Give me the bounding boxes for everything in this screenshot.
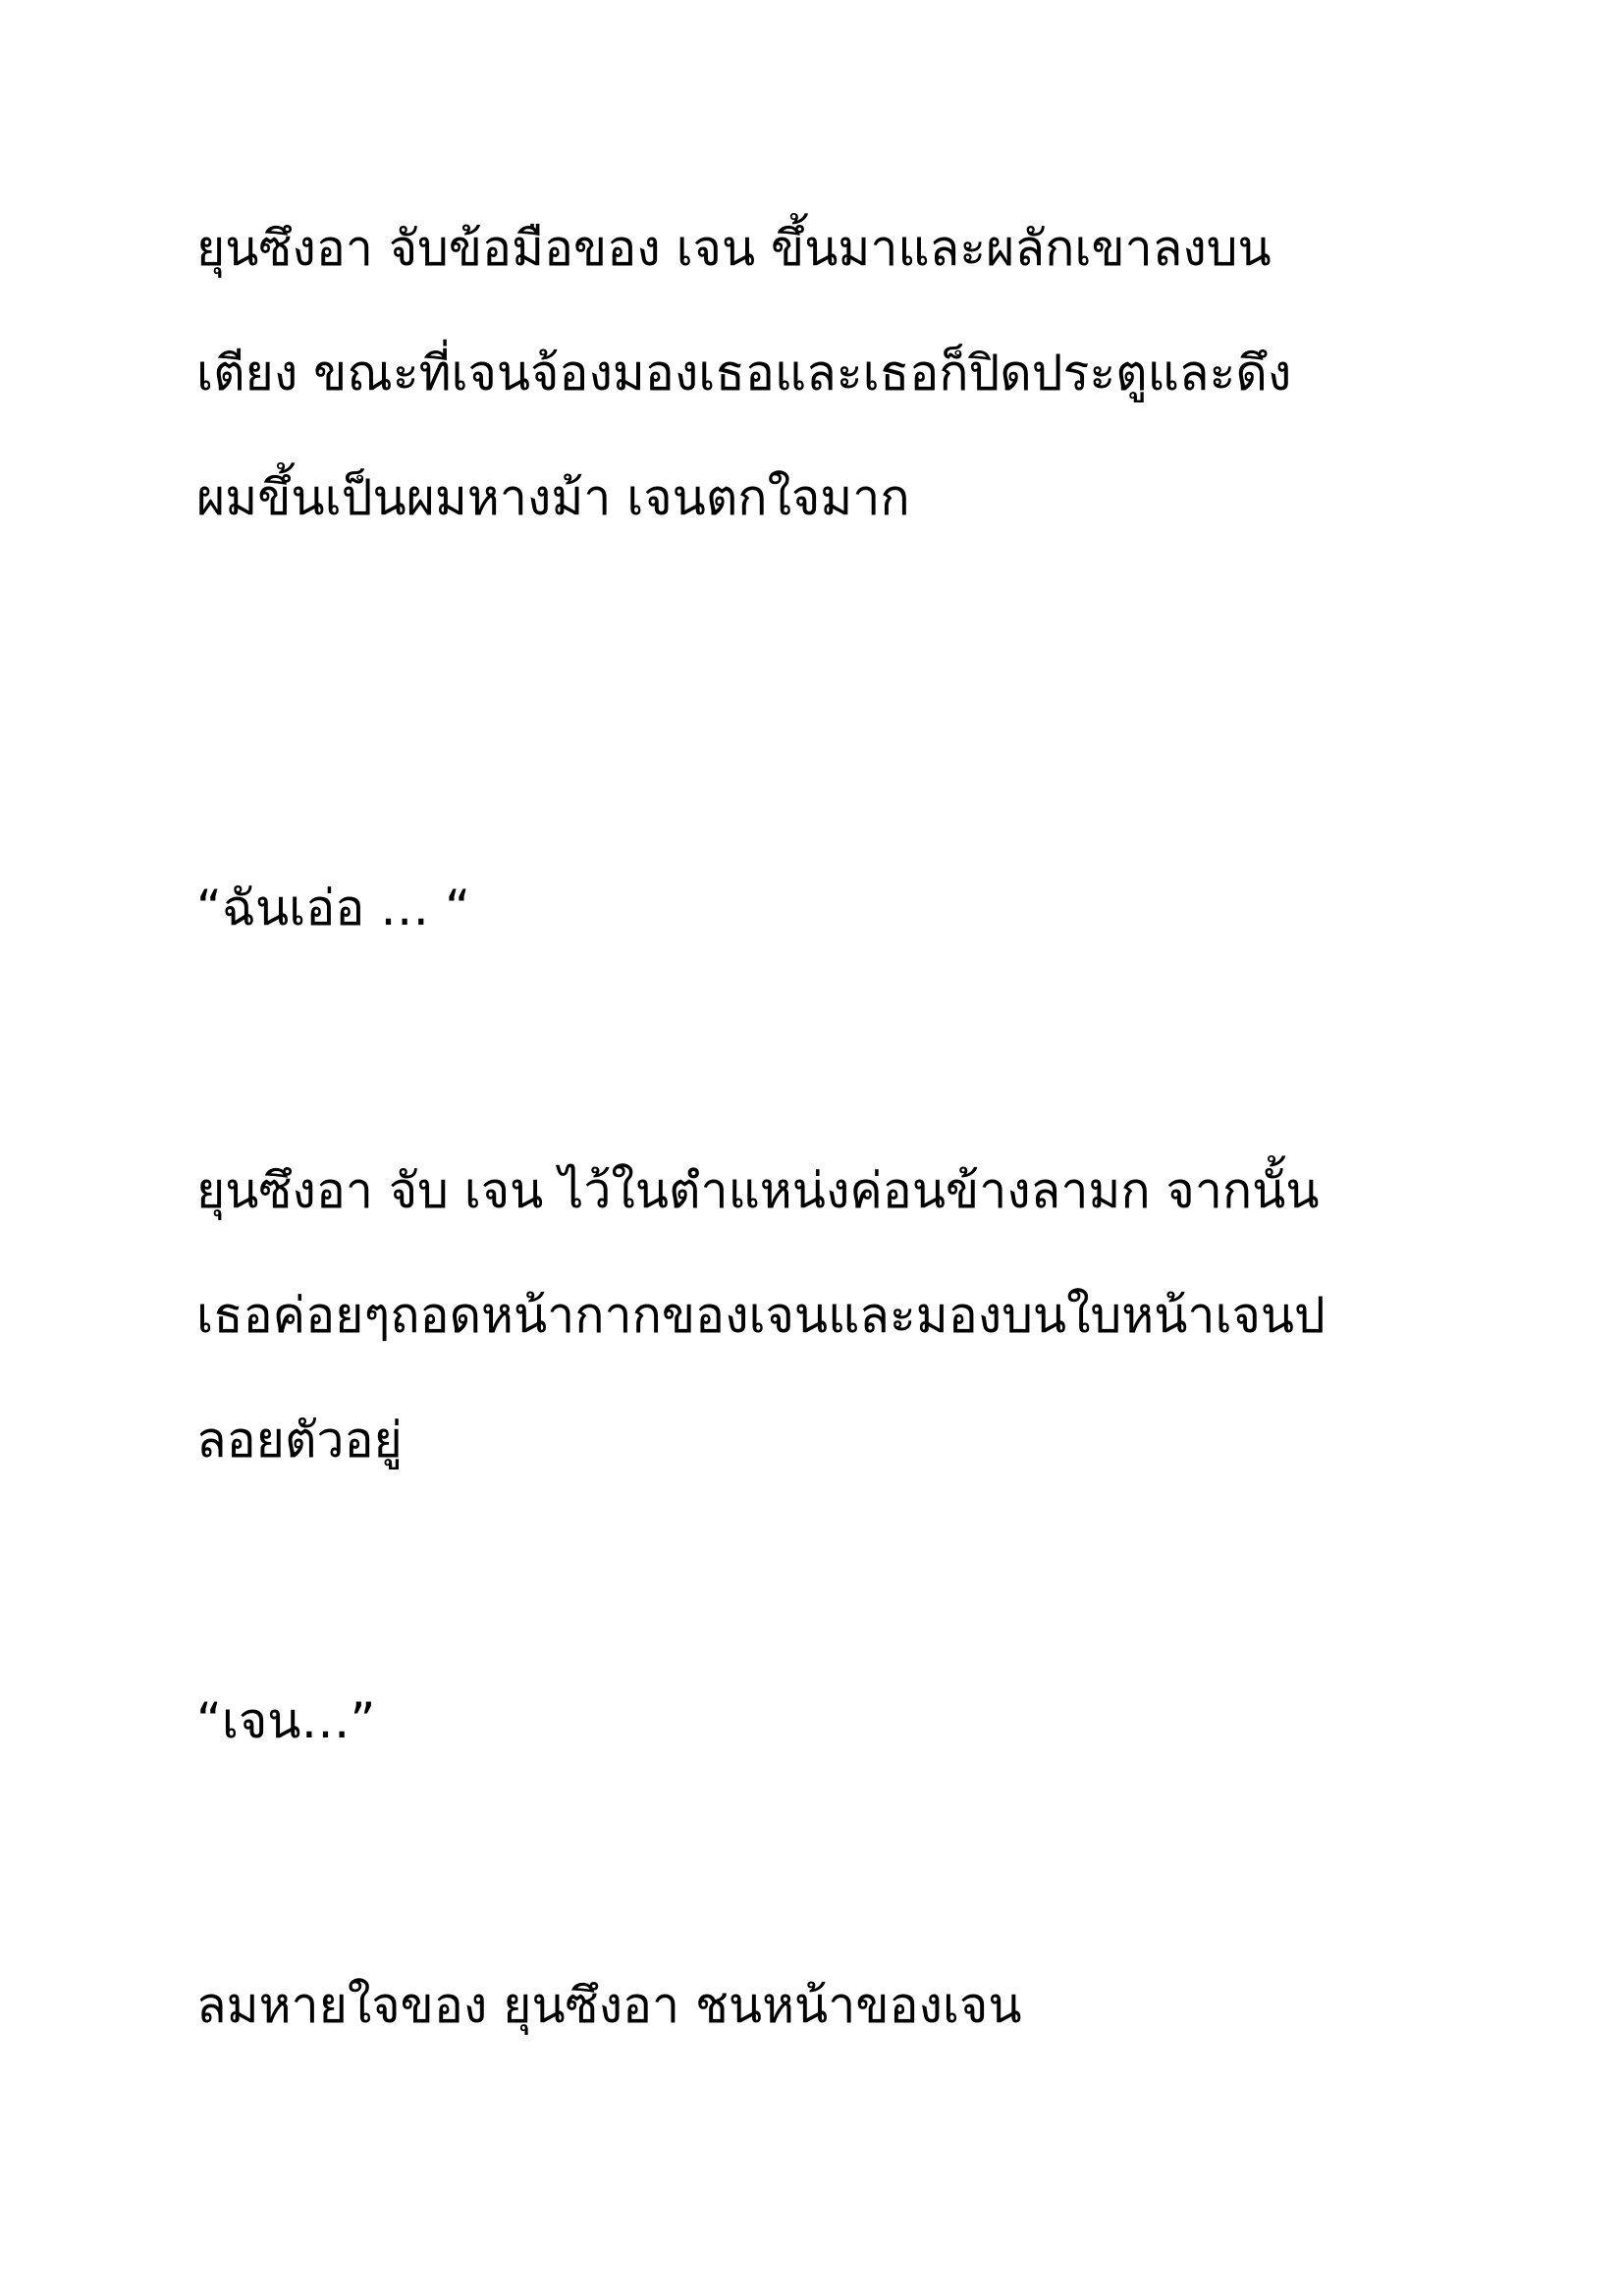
paragraph-1-line-1: ยุนซึงอา จับข้อมือของ เจน ขึ้นมาและผลักเขาลงบน bbox=[196, 220, 1272, 277]
paragraph-5-line-1: ลมหายใจของ ยุนซึงอา ชนหน้าของเจน bbox=[196, 1977, 1022, 2034]
paragraph-4-line-1: “เจน…” bbox=[196, 1692, 376, 1749]
paragraph-3-line-2: เธอค่อยๆถอดหน้ากากของเจนและมองบนใบหน้าเจนป bbox=[196, 1287, 1326, 1344]
paragraph-1-line-3: ผมขึ้นเป็นผมหางม้า เจนตกใจมาก bbox=[196, 469, 910, 526]
paragraph-2-line-1: “ฉันเอ่อ … “ bbox=[196, 880, 470, 936]
paragraph-3-line-3: ลอยตัวอยู่ bbox=[196, 1412, 403, 1468]
paragraph-3-line-1: ยุนซึงอา จับ เจน ไว้ในตำแหน่งค่อนข้างลามก จากนั้น bbox=[196, 1162, 1320, 1219]
paragraph-1-line-2: เตียง ขณะที่เจนจ้องมองเธอและเธอก็ปิดประตูและดึง bbox=[196, 345, 1292, 401]
